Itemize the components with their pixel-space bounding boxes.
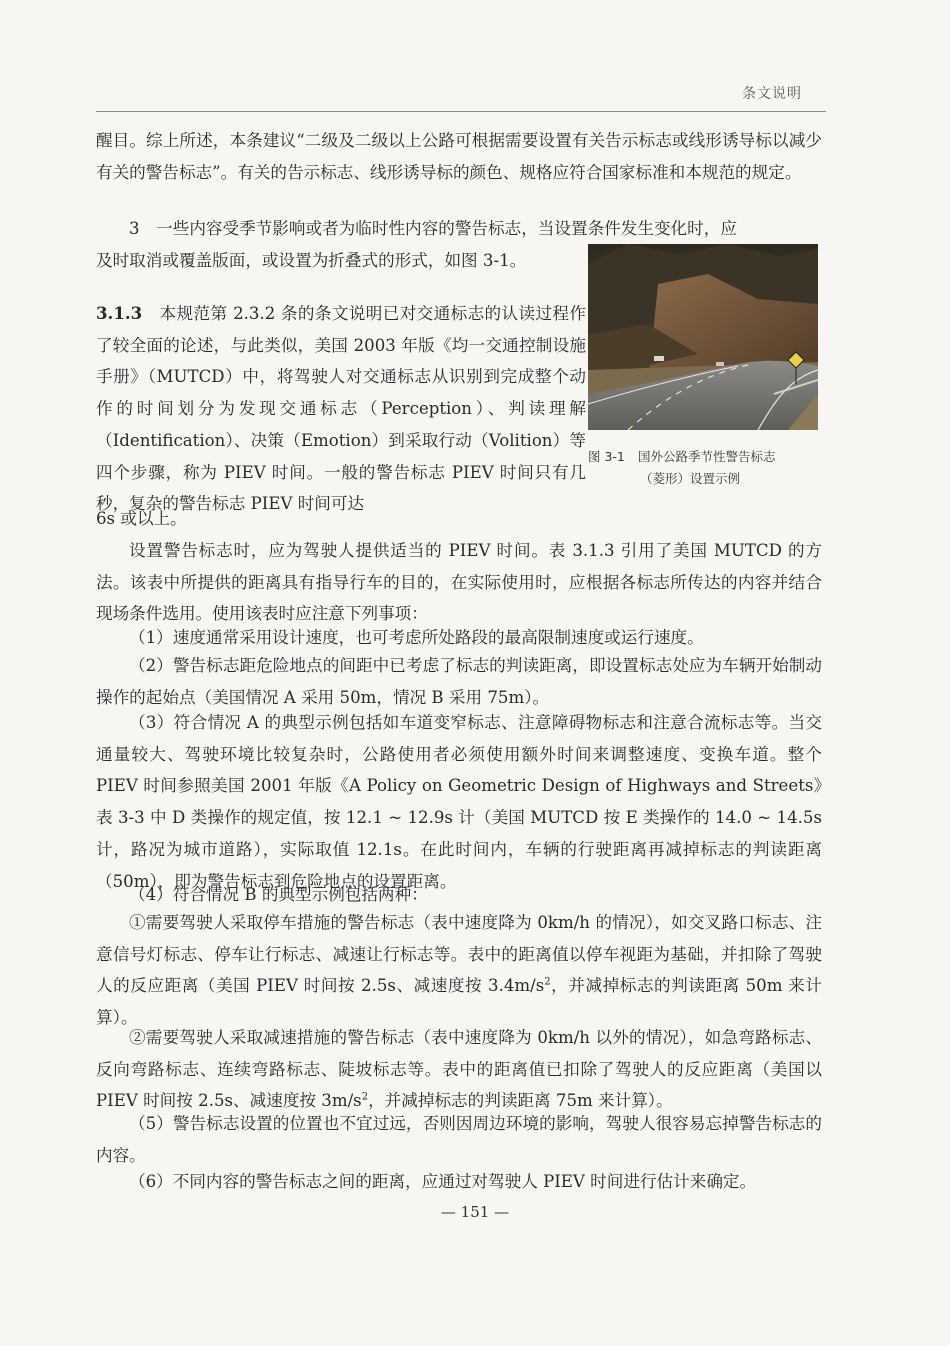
- paragraph-8: （4）符合情况 B 的典型示例包括两种：: [129, 885, 428, 904]
- clause-text: 本规范第 2.3.2 条的条文说明已对交通标志的认读过程作了较全面的论述，与此类似，美国 2003 年版《均一交通控制设施手册》（MUTCD）中，将驾驶人对交通标志从识别到完成整个动作的时间划分为发现交通标志（Perception）、判读理解（Identification）、决策（Emotion）到采取行动（Volition）等四个步骤，称为 PIEV 时间。一般的警告标志 PIEV 时间只有几秒，复杂的警告标志 PIEV 时间可达: [96, 304, 586, 514]
- paragraph-10-end: ，并减掉标志的判读距离 75m 来计算）。: [368, 1091, 673, 1111]
- paragraph-3-end: 6s 或以上。: [96, 509, 187, 528]
- paragraph-10-text: ②需要驾驶人采取减速措施的警告标志（表中速度降为 0km/h 以外的情况），如急弯路标志、反向弯路标志、连续弯路标志、陡坡标志等。表中的距离值已扣除了驾驶人的反应距离（美国以 PIEV 时间按 2.5s、减速度按 3m/s: [96, 1028, 822, 1111]
- paragraph-1: 醒目。综上所述，本条建议“二级及二级以上公路可根据需要设置有关告示标志或线形诱导标以减少有关的警告标志”。有关的告示标志、线形诱导标的颜色、规格应符合国家标准和本规范的规定。: [96, 131, 822, 182]
- superscript-2: 2: [544, 976, 551, 988]
- page-number: — 151 —: [440, 1203, 510, 1221]
- clause-number: 3.1.3: [96, 303, 143, 323]
- paragraph-2: 3 一些内容受季节影响或者为临时性内容的警告标志，当设置条件发生变化时，应: [129, 219, 737, 238]
- figure-number: 图 3-1: [588, 449, 625, 464]
- paragraph-5: （1）速度通常采用设计速度，也可考虑所处路段的最高限制速度或运行速度。: [129, 628, 704, 647]
- header-rule: [96, 111, 826, 112]
- paragraph-7: （3）符合情况 A 的典型示例包括如车道变窄标志、注意障碍物标志和注意合流标志等。当交通量较大、驾驶环境比较复杂时，公路使用者必须使用额外时间来调整速度、变换车道。整个 PIEV 时间参照美国 2001 年版《A Policy on Geometric Design of Highways and Streets》表 3-3 中 D 类操作的规定值，按 12.1 ~ 12.9s 计（美国 MUTCD 按 E 类操作的 14.0 ~ 14.5s 计，路况为城市道路），实际取值 12.1s。在此时间内，车辆的行驶距离再减掉标志的判读距离（50m），即为警告标志到危险地点的设置距离。: [96, 713, 822, 891]
- road-photo: [588, 244, 818, 430]
- superscript-2b: 2: [361, 1091, 369, 1103]
- caption-line-1: 国外公路季节性警告标志: [638, 449, 776, 464]
- figure-photo: [588, 244, 818, 430]
- paragraph-3: [96, 298, 586, 520]
- figure-caption: [588, 446, 820, 490]
- paragraph-12: （6）不同内容的警告标志之间的距离，应通过对驾驶人 PIEV 时间进行估计来确定。: [129, 1172, 757, 1191]
- paragraph-11: （5）警告标志设置的位置也不宜过远，否则因周边环境的影响，驾驶人很容易忘掉警告标志的内容。: [96, 1114, 822, 1165]
- paragraph-9-end: ，并减掉标志的判读距离 50m 来计算）。: [96, 976, 822, 1028]
- paragraph-10: [96, 1022, 822, 1117]
- paragraph-9: [96, 907, 822, 1034]
- caption-line-2: （菱形）设置示例: [640, 471, 741, 486]
- running-header: 条文说明: [742, 86, 802, 102]
- paragraph-6: （2）警告标志距危险地点的间距中已考虑了标志的判读距离，即设置标志处应为车辆开始制动操作的起始点（美国情况 A 采用 50m，情况 B 采用 75m）。: [96, 656, 822, 707]
- paragraph-9-text: ①需要驾驶人采取停车措施的警告标志（表中速度降为 0km/h 的情况），如交叉路口标志、注意信号灯标志、停车让行标志、减速让行标志等。表中的距离值以停车视距为基础，并扣除了驾驶人的反应距离（美国 PIEV 时间按 2.5s、减速度按 3.4m/s: [96, 913, 822, 996]
- paragraph-2-cont: 及时取消或覆盖版面，或设置为折叠式的形式，如图 3-1。: [96, 251, 527, 270]
- paragraph-4: 设置警告标志时，应为驾驶人提供适当的 PIEV 时间。表 3.1.3 引用了美国 MUTCD 的方法。该表中所提供的距离具有指导行车的目的，在实际使用时，应根据各标志所传达的内容并结合现场条件选用。使用该表时应注意下列事项：: [96, 541, 822, 624]
